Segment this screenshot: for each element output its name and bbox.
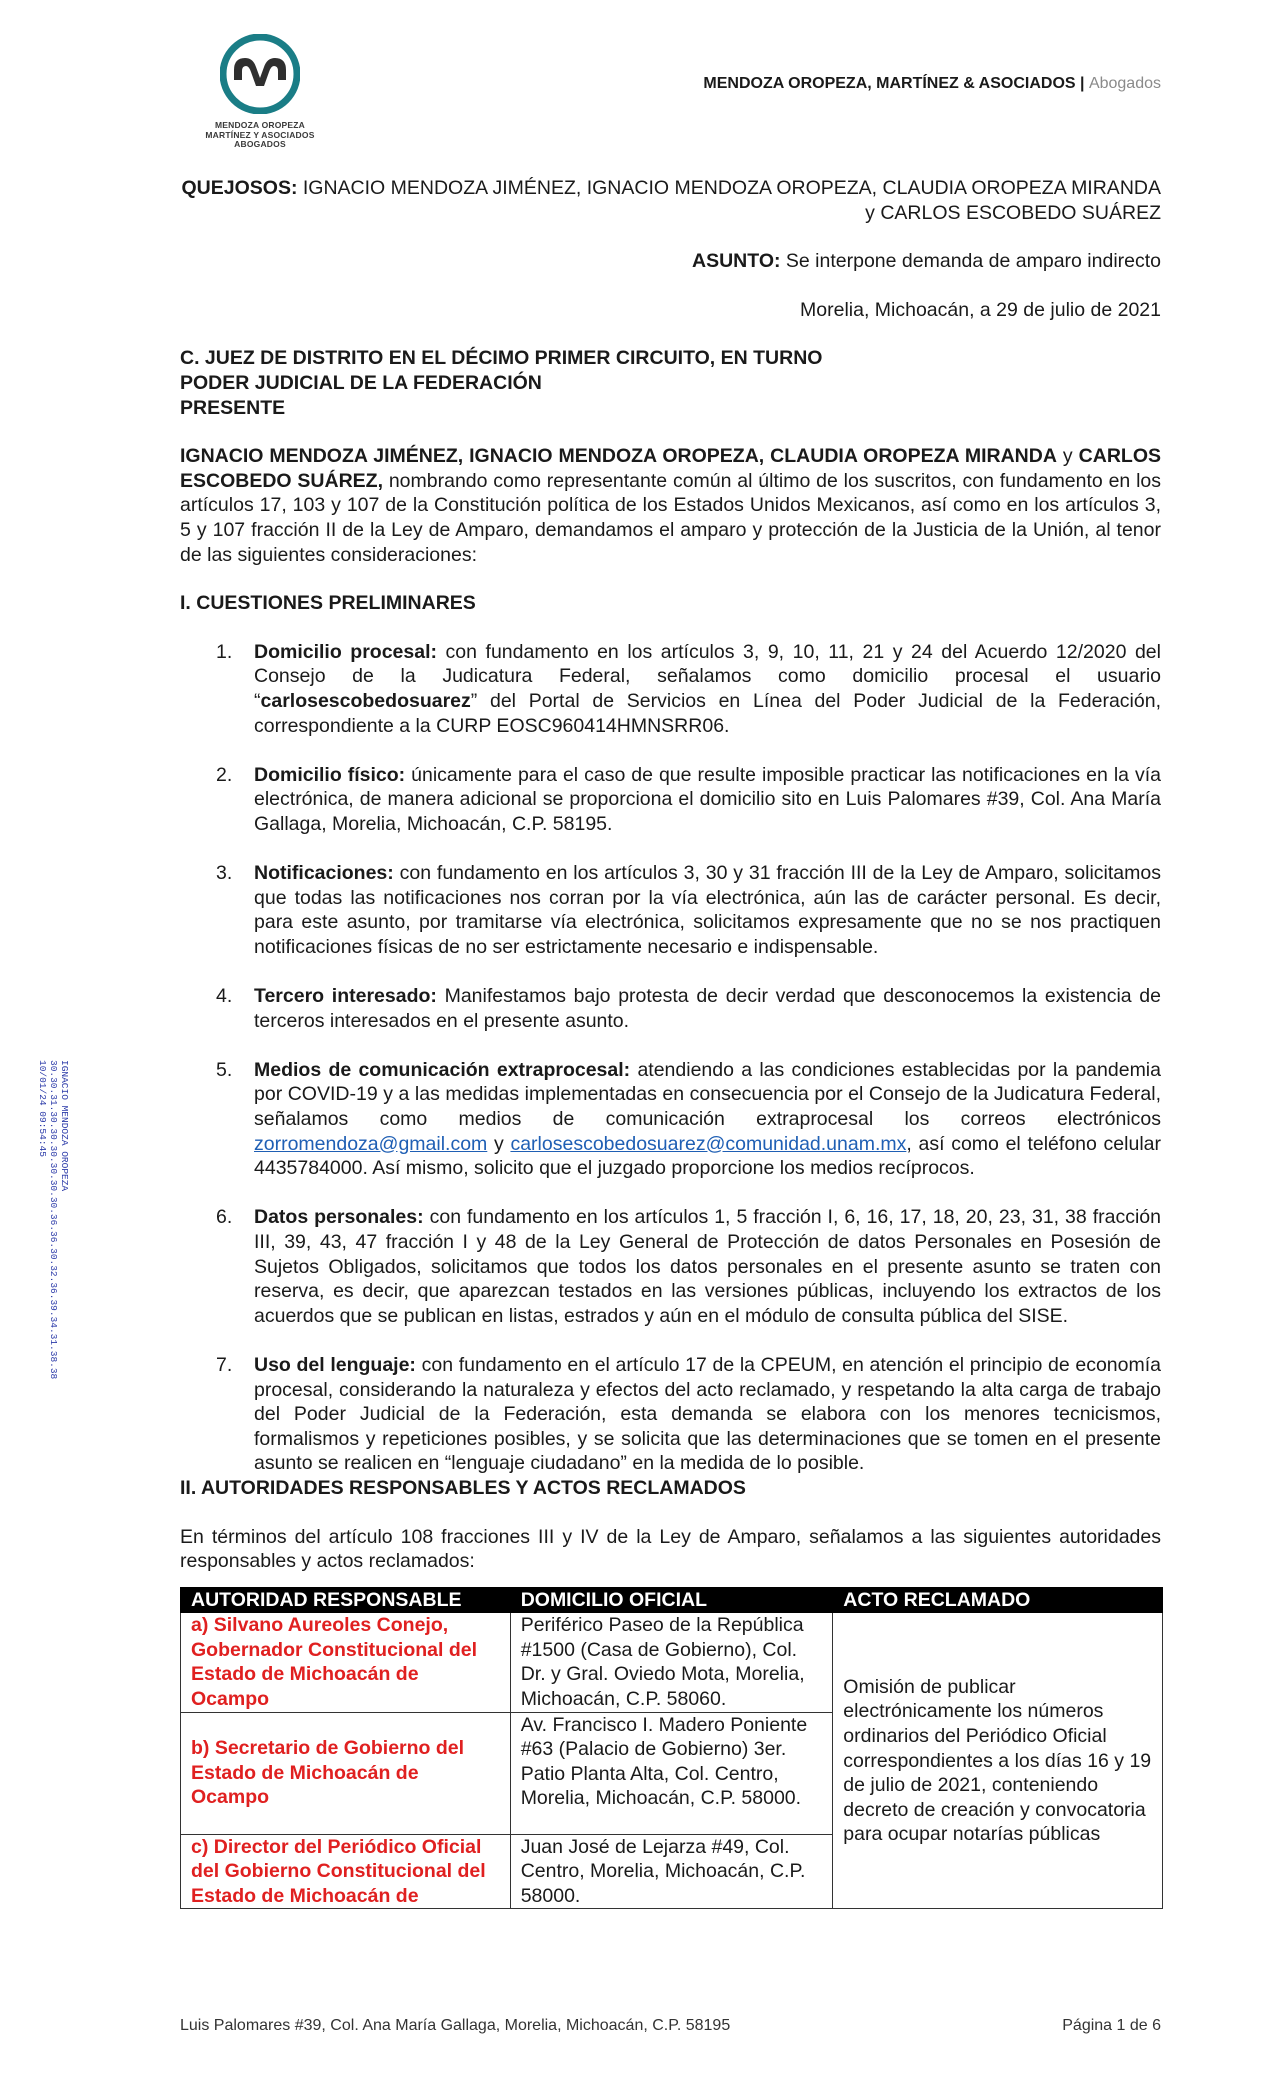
intro-and: y <box>1056 445 1079 468</box>
table-row <box>181 1613 1163 1712</box>
item-text: ” del Portal de Servicios en Línea del Poder Judicial de la Federación, correspondiente a la CURP EOSC960414HMNSRR06. <box>254 689 1161 737</box>
item-text: , así como el teléfono celular 4435784000. Así mismo, solicito que el juzgado proporcione los medios recíprocos. <box>254 1132 1161 1180</box>
logo-line-3: ABOGADOS <box>234 139 286 149</box>
intro-names: IGNACIO MENDOZA JIMÉNEZ, IGNACIO MENDOZA OROPEZA, CLAUDIA OROPEZA MIRANDA <box>180 445 1057 468</box>
firm-logo-mark <box>220 34 300 114</box>
authority-cell: b) Secretario de Gobierno del Estado de Michoacán de Ocampo <box>181 1712 511 1834</box>
column-header-authority: AUTORIDAD RESPONSABLE <box>181 1587 511 1613</box>
section-2-intro: En términos del artículo 108 fracciones III y IV de la Ley de Amparo, señalamos a las siguientes autoridades responsables y actos reclamados: <box>180 1525 1161 1573</box>
addressee-block <box>180 346 1161 420</box>
quejosos-block <box>180 176 1161 225</box>
firm-header <box>703 75 1161 93</box>
list-item <box>180 984 1161 1033</box>
stamp-line-2: 30.30.31.30.30.30.30.30.30.36.36.30.32.36.39.34.31.38.38 <box>48 1060 59 1380</box>
act-cell: Omisión de publicar electrónicamente los números ordinarios del Periódico Oficial correspondientes a los días 16 y 19 de julio de 2021, conteniendo decreto de creación y convocatoria para ocupar notarías públicas <box>833 1613 1163 1909</box>
item-text: únicamente para el caso de que resulte imposible practicar las notificaciones en la vía electrónica, de manera adicional se proporciona el domicilio sito en Luis Palomares #39, Col. Ana María Gallaga, Morelia, Michoacán, C.P. 58195. <box>254 763 1161 835</box>
portal-username: carlosescobedosuarez <box>260 689 471 712</box>
address-cell: Periférico Paseo de la República #1500 (Casa de Gobierno), Col. Dr. y Gral. Oviedo Mota, Morelia, Michoacán, C.P. 58060. <box>510 1613 833 1712</box>
list-item <box>180 763 1161 837</box>
list-item <box>180 1058 1161 1181</box>
firm-logo <box>205 34 315 150</box>
footer-address: Luis Palomares #39, Col. Ana María Gallaga, Morelia, Michoacán, C.P. 58195 <box>180 2017 731 2034</box>
item-text: con fundamento en los artículos 1, 5 fracción I, 6, 16, 17, 18, 20, 23, 31, 38 fracción III, 39, 43, 47 fracción I y 48 de la Ley General de Protección de datos Personales en Posesión de Sujetos Obligados, solicitamos que todos los datos personales en el presente asunto se traten con reserva, es decir, que aparezcan testados en las versiones públicas, incluyendo los extractos de los acuerdos que se publican en listas, estrados y aún en el módulo de consulta pública del SISE. <box>254 1206 1161 1327</box>
item-number: 7. <box>216 1353 233 1376</box>
address-cell: Av. Francisco I. Madero Poniente #63 (Palacio de Gobierno) 3er. Patio Planta Alta, Col. Centro, Morelia, Michoacán, C.P. 58000. <box>510 1712 833 1834</box>
firm-suffix: Abogados <box>1088 75 1161 92</box>
firm-name: MENDOZA OROPEZA, MARTÍNEZ & ASOCIADOS <box>703 75 1076 92</box>
logo-line-2: MARTÍNEZ Y ASOCIADOS <box>205 129 315 140</box>
stamp-line-1: IGNACIO MENDOZA OROPEZA <box>59 1060 70 1192</box>
section-2-title: II. AUTORIDADES RESPONSABLES Y ACTOS RECLAMADOS <box>180 1476 746 1499</box>
quejosos-line-1: IGNACIO MENDOZA JIMÉNEZ, IGNACIO MENDOZA OROPEZA, CLAUDIA OROPEZA MIRANDA <box>297 177 1161 199</box>
item-title: Medios de comunicación extraprocesal: <box>254 1058 631 1081</box>
logo-caption <box>205 121 315 150</box>
authority-cell: c) Director del Periódico Oficial del Gobierno Constitucional del Estado de Michoacán de <box>181 1834 511 1909</box>
date-line: Morelia, Michoacán, a 29 de julio de 2021 <box>800 298 1161 321</box>
item-number: 1. <box>216 640 233 663</box>
intro-text: nombrando como representante común al último de los suscritos, con fundamento en los artículos 17, 103 y 107 de la Constitución política de los Estados Unidos Mexicanos, así como en los artículos 3, 5 y 107 fracción II de la Ley de Amparo, demandamos el amparo y protección de la Justicia de la Unión, al tenor de las siguientes consideraciones: <box>180 469 1162 566</box>
item-text: atendiendo a las condiciones establecidas por la pandemia por COVID-19 y a las medidas implementadas en consecuencia por el Consejo de la Judicatura Federal, señalamos como medios de comunicación extraprocesal los correos electrónicos <box>254 1058 1161 1130</box>
addressee-judge: C. JUEZ DE DISTRITO EN EL DÉCIMO PRIMER CIRCUITO, EN TURNO <box>180 347 823 370</box>
item-title: Notificaciones: <box>254 862 394 885</box>
item-number: 6. <box>216 1206 233 1229</box>
logo-line-1: MENDOZA OROPEZA <box>214 120 306 130</box>
item-text: Manifestamos bajo protesta de decir verdad que desconocemos la existencia de terceros interesados en el presente asunto. <box>254 985 1161 1032</box>
address-cell: Juan José de Lejarza #49, Col. Centro, Morelia, Michoacán, C.P. 58000. <box>510 1834 833 1909</box>
item-title: Domicilio procesal: <box>254 640 438 663</box>
asunto-block <box>180 249 1161 274</box>
addressee-presente: PRESENTE <box>180 396 286 419</box>
authority-cell: a) Silvano Aureoles Conejo, Gobernador Constitucional del Estado de Michoacán de Ocampo <box>181 1613 511 1712</box>
stamp-line-3: 10/01/24 09:54:45 <box>37 1060 48 1157</box>
item-title: Domicilio físico: <box>254 763 406 786</box>
item-number: 2. <box>216 763 233 786</box>
list-item <box>180 1353 1161 1476</box>
item-number: 3. <box>216 862 233 885</box>
item-number: 5. <box>216 1058 233 1081</box>
addressee-power: PODER JUDICIAL DE LA FEDERACIÓN <box>180 371 542 394</box>
intro-paragraph <box>180 444 1161 567</box>
quejosos-label: QUEJOSOS: <box>181 177 298 199</box>
item-text: con fundamento en los artículos 3, 30 y 31 fracción III de la Ley de Amparo, solicitamos que todas las notificaciones nos corran por la vía electrónica, aún las de carácter personal. Es decir, para este asunto, por tramitarse vía electrónica, solicitamos expresamente que no se nos practiquen notificaciones físicas de no ser estrictamente necesario e indispensable. <box>254 862 1161 958</box>
item-text: con fundamento en los artículos 3, 9, 10, 11, 21 y 24 del Acuerdo 12/2020 del Consejo de la Judicatura Federal, señalamos como domicilio procesal el usuario “ <box>254 640 1161 712</box>
asunto-label: ASUNTO: <box>692 250 781 273</box>
preliminary-list <box>180 640 1161 1476</box>
item-title: Datos personales: <box>254 1206 424 1229</box>
signature-stamp <box>30 1060 70 1380</box>
list-item <box>180 1205 1161 1328</box>
page-footer <box>180 2017 1161 2035</box>
email-link-unam[interactable]: carlosescobedosuarez@comunidad.unam.mx <box>510 1132 907 1155</box>
column-header-act: ACTO RECLAMADO <box>833 1587 1163 1613</box>
document-body <box>180 176 1161 1909</box>
firm-separator: | <box>1075 75 1089 92</box>
asunto-text: Se interpone demanda de amparo indirecto <box>780 250 1161 273</box>
email-link-zorromendoza[interactable]: zorromendoza@gmail.com <box>254 1132 488 1155</box>
section-1-title: I. CUESTIONES PRELIMINARES <box>180 592 476 615</box>
page-number: Página 1 de 6 <box>1062 2017 1161 2034</box>
table-header-row <box>181 1587 1163 1613</box>
authorities-table <box>180 1587 1163 1910</box>
list-item <box>180 640 1161 738</box>
column-header-address: DOMICILIO OFICIAL <box>510 1587 833 1613</box>
item-text: con fundamento en el artículo 17 de la CPEUM, en atención el principio de economía procesal, considerando la naturaleza y efectos del acto reclamado, y respetando la alta carga de trabajo del Poder Judicial de la Federación, esta demanda se elabora con los menores tecnicismos, formalismos y repeticiones posibles, y se solicita que las determinaciones que se tomen en el presente asunto se realicen en “lenguaje ciudadano” en la medida de lo posible. <box>254 1353 1161 1475</box>
item-title: Tercero interesado: <box>254 985 437 1008</box>
intro-representative: CARLOS ESCOBEDO SUÁREZ, <box>180 445 1161 492</box>
list-item <box>180 861 1161 959</box>
item-title: Uso del lenguaje: <box>254 1353 416 1376</box>
quejosos-line-2: y CARLOS ESCOBEDO SUÁREZ <box>865 201 1161 224</box>
item-number: 4. <box>216 985 233 1008</box>
item-text: y <box>487 1132 511 1155</box>
